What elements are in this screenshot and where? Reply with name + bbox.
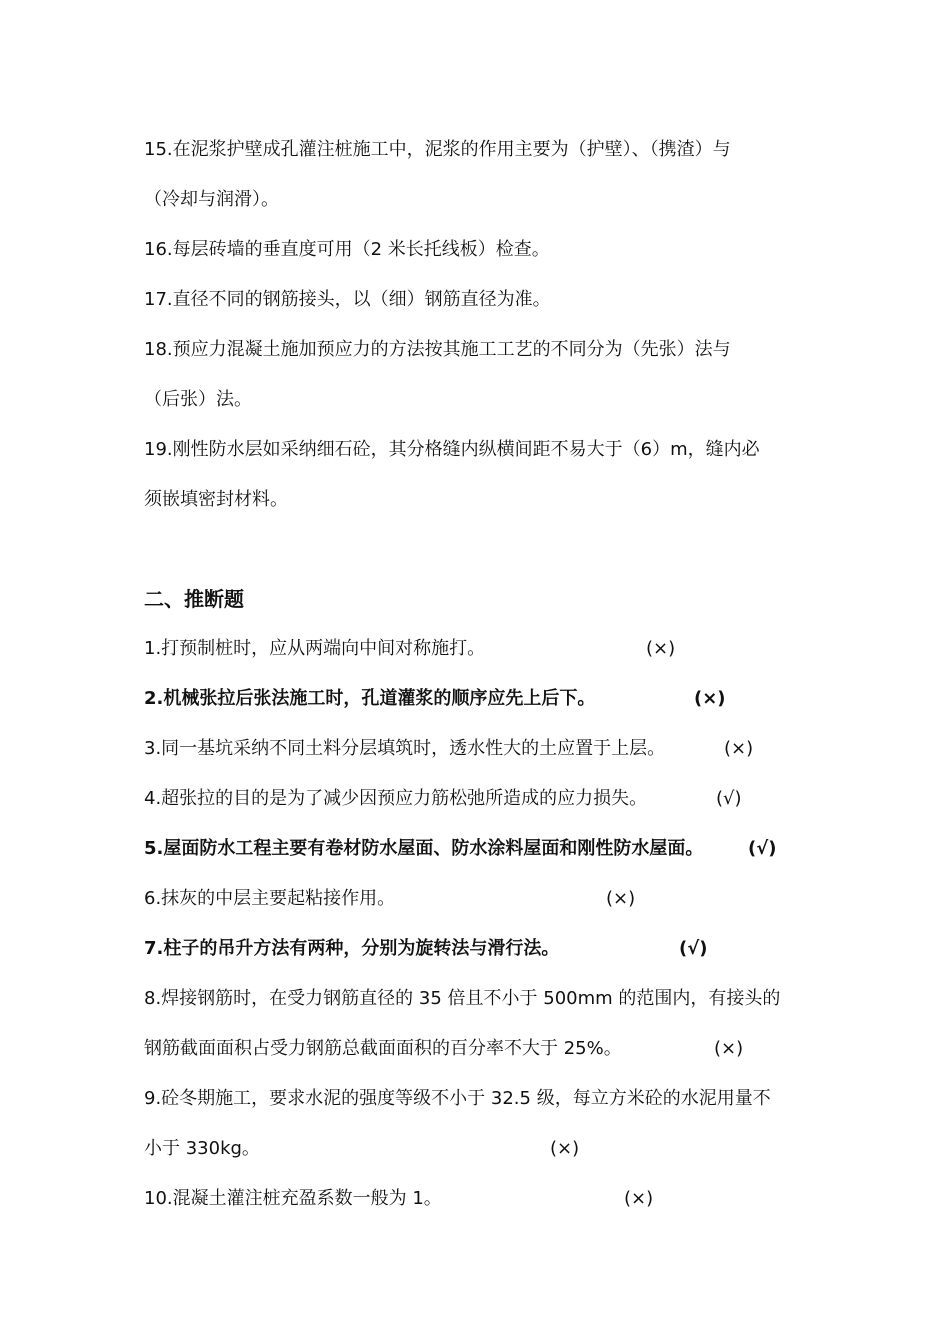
judgment-1: 1.打预制桩时，应从两端向中间对称施打。 [144,638,486,659]
judgment-1-answer: (×) [646,638,676,659]
question-15-line-1: 15.在泥浆护壁成孔灌注桩施工中，泥浆的作用主要为（护壁）、（携渣）与 [144,139,731,160]
judgment-10: 10.混凝土灌注桩充盈系数一般为 1。 [144,1188,442,1209]
judgment-7-answer: (√) [679,938,708,959]
judgment-9-line-2: 小于 330kg。 [144,1138,260,1159]
question-18-line-1: 18.预应力混凝土施加预应力的方法按其施工工艺的不同分为（先张）法与 [144,339,731,360]
judgment-8-answer: (×) [714,1038,744,1059]
section-title: 二、推断题 [144,587,244,611]
judgment-2: 2.机械张拉后张法施工时，孔道灌浆的顺序应先上后下。 [144,688,596,709]
judgment-3-answer: (×) [724,738,754,759]
judgment-3: 3.同一基坑采纳不同土料分层填筑时，透水性大的土应置于上层。 [144,738,666,759]
judgment-4: 4.超张拉的目的是为了减少因预应力筋松弛所造成的应力损失。 [144,788,648,809]
judgment-6-answer: (×) [606,888,636,909]
judgment-6: 6.抹灰的中层主要起粘接作用。 [144,888,396,909]
question-17: 17.直径不同的钢筋接头，以（细）钢筋直径为准。 [144,289,551,310]
judgment-5-answer: (√) [748,838,777,859]
judgment-7: 7.柱子的吊升方法有两种，分别为旋转法与滑行法。 [144,938,560,959]
question-19-line-2: 须嵌填密封材料。 [144,489,288,510]
judgment-9-answer: (×) [550,1138,580,1159]
question-16: 16.每层砖墙的垂直度可用（2 米长托线板）检查。 [144,239,550,260]
judgment-8-line-1: 8.焊接钢筋时，在受力钢筋直径的 35 倍且不小于 500mm 的范围内，有接头的 [144,988,781,1009]
judgment-10-answer: (×) [624,1188,654,1209]
judgment-4-answer: (√) [716,788,742,809]
question-19-line-1: 19.刚性防水层如采纳细石砼，其分格缝内纵横间距不易大于（6）m，缝内必 [144,439,760,460]
question-18-line-2: （后张）法。 [144,389,252,410]
judgment-9-line-1: 9.砼冬期施工，要求水泥的强度等级不小于 32.5 级，每立方米砼的水泥用量不 [144,1088,771,1109]
judgment-2-answer: (×) [694,688,726,709]
question-15-line-2: （冷却与润滑）。 [144,189,279,210]
judgment-5: 5.屋面防水工程主要有卷材防水屋面、防水涂料屋面和刚性防水屋面。 [144,838,704,859]
judgment-8-line-2: 钢筋截面面积占受力钢筋总截面面积的百分率不大于 25%。 [144,1038,622,1059]
